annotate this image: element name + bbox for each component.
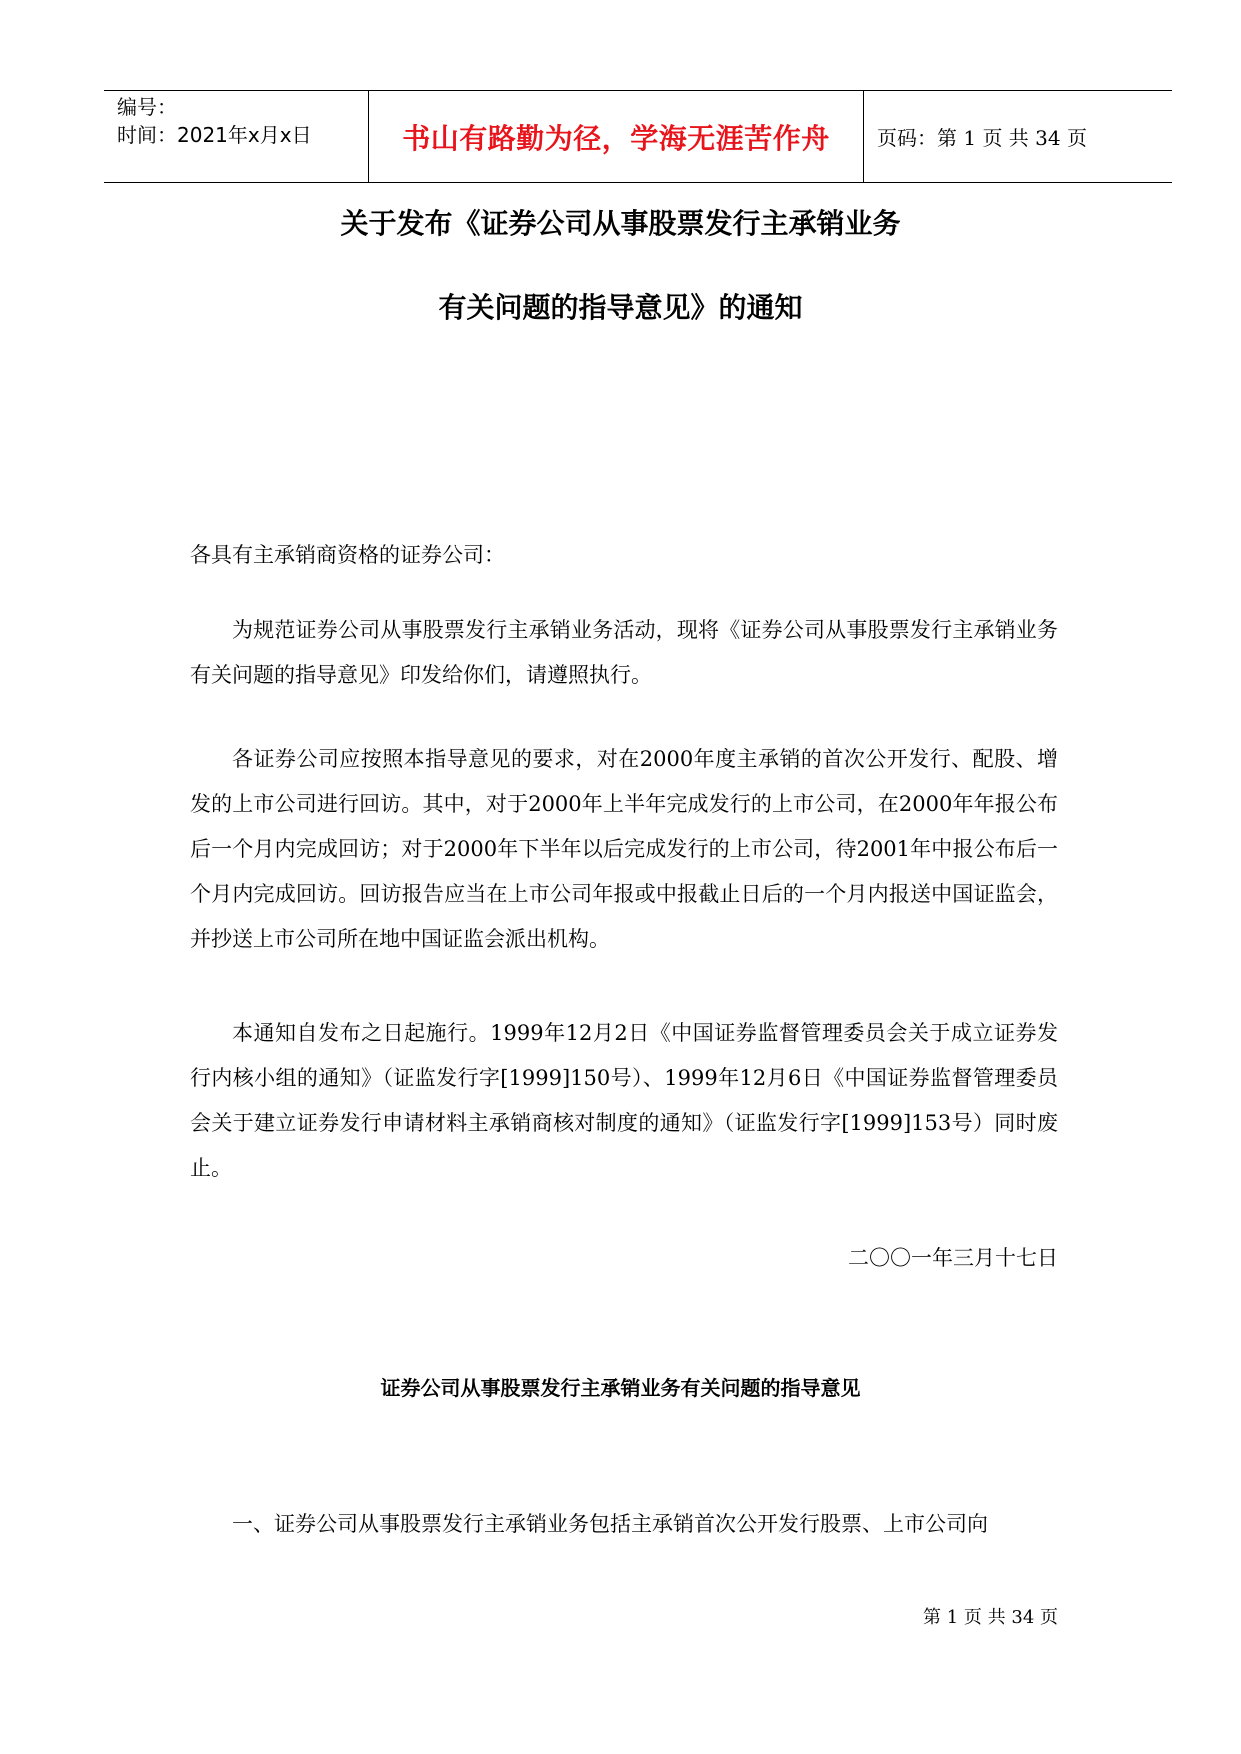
page-header (104, 90, 1172, 183)
header-meta (104, 91, 369, 182)
motto-text: 书山有路勤为径，学海无涯苦作舟 (402, 121, 830, 155)
header-motto (369, 91, 864, 182)
notice-title-line2: 有关问题的指导意见》的通知 (438, 291, 803, 324)
paragraph-2: 各证券公司应按照本指导意见的要求，对在2000年度主承销的首次公开发行、配股、增发的上市公司进行回访。其中，对于2000年上半年完成发行的上市公司，在2000年年报公布后一个月内完成回访；对于2000年下半年以后完成发行的上市公司，待2001年中报公布后一个月内完成回访。回访报告应当在上市公司年报或中报截止日后的一个月内报送中国证监会，并抄送上市公司所在地中国证监会派出机构。 (190, 747, 1058, 951)
document-number-label: 编号： (117, 95, 177, 119)
document-time-label: 时间：2021年x月x日 (117, 123, 312, 147)
guidance-item-1: 一、证券公司从事股票发行主承销业务包括主承销首次公开发行股票、上市公司向 (232, 1512, 988, 1536)
paragraph-3: 本通知自发布之日起施行。1999年12月2日《中国证券监督管理委员会关于成立证券发行内核小组的通知》（证监发行字[1999]150号）、1999年12月6日《中国证券监督管理委员会关于建立证券发行申请材料主承销商核对制度的通知》（证监发行字[1999]153号）同时废止。 (190, 1021, 1058, 1180)
page-footer: 第 1 页 共 34 页 (923, 1607, 1058, 1628)
notice-title-line1: 关于发布《证券公司从事股票发行主承销业务 (340, 207, 901, 240)
notice-date: 二〇〇一年三月十七日 (848, 1246, 1058, 1270)
paragraph-1: 为规范证券公司从事股票发行主承销业务活动，现将《证券公司从事股票发行主承销业务有关问题的指导意见》印发给你们，请遵照执行。 (190, 618, 1058, 687)
page-info-text: 页码：第 1 页 共 34 页 (877, 126, 1087, 150)
guidance-title: 证券公司从事股票发行主承销业务有关问题的指导意见 (380, 1376, 861, 1400)
salutation: 各具有主承销商资格的证券公司： (190, 543, 505, 567)
header-page-info (864, 91, 1172, 182)
